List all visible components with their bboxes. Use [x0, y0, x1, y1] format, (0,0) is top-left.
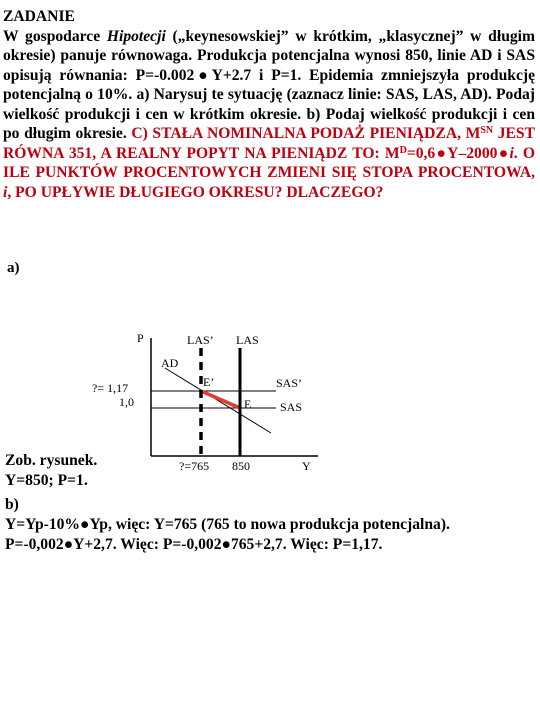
msn-superscript: SN	[480, 125, 494, 136]
result-a: Y=850; P=1.	[5, 472, 88, 489]
solution-b	[5, 495, 535, 555]
ad-label: AD	[161, 356, 179, 370]
question-c-part-5: , PO UPŁYWIE DŁUGIEGO OKRESU? DLACZEGO?	[7, 183, 384, 201]
y-axis-label: Y	[302, 459, 311, 473]
output-old-label: 850	[232, 459, 250, 473]
e-new-label: E’	[203, 375, 215, 389]
las-new-label: LAS’	[187, 333, 214, 347]
ad-line	[165, 368, 271, 433]
country-name: Hipotecji	[106, 27, 166, 45]
price-new-label: ?= 1,17	[92, 381, 129, 395]
question-c-part-3: =0,6●Y–2000●	[406, 144, 510, 162]
interest-symbol: i	[509, 144, 514, 162]
ad-shift-highlight	[201, 391, 240, 408]
part-a-label: a)	[7, 260, 20, 276]
see-figure-note: Zob. rysunek.	[5, 452, 98, 469]
price-old-label: 1,0	[119, 395, 134, 409]
sas-old-label: SAS	[280, 400, 303, 414]
problem-heading: ZADANIE	[3, 8, 75, 25]
las-old-label: LAS	[236, 333, 259, 347]
solution-a	[5, 451, 155, 491]
question-c-part-2: JEST RÓWNA 351, A REALNY POPYT NA PIENIĄDZ TO: M	[3, 125, 535, 162]
part-b-line-2: P=-0,002●Y+2,7. Więc: P=-0,002●765+2,7. Więc: P=1,17.	[5, 536, 383, 553]
e-old-label: E	[244, 397, 252, 411]
output-new-label: ?=765	[179, 459, 210, 473]
interest-symbol-2: i	[3, 183, 8, 201]
question-c-part-1: C) STAŁA NOMINALNA PODAŻ PIENIĄDZA, M	[131, 125, 481, 142]
problem-intro-1: W gospodarce	[3, 27, 107, 45]
question-c-part-4: . O ILE PUNKTÓW PROCENTOWYCH ZMIENI SIĘ STOPA PROCENTOWA,	[3, 144, 535, 181]
part-b-label: b)	[5, 496, 19, 513]
p-axis-label: P	[137, 331, 144, 345]
part-b-line-1: Y=Yp-10%●Yp, więc: Y=765 (765 to nowa produkcja potencjalna).	[5, 516, 450, 533]
problem-text	[3, 7, 535, 202]
problem-intro-2: („keynesowskiej” w krótkim, „klasycznej” w długim okresie) panuje równowaga. Produkcja potencjalna wynosi 850, linie AD i SAS opisują równania: P=-0.002●Y+2.7 i P=1. Epidemia zmniejszyła produkcję potencjalną o 10%. a) Narysuj te sytuację (zaznacz linie: SAS, LAS, AD). Podaj wielkość produkcji i cen w krótkim okresie. b) Podaj wielkość produkcji i cen po długim okresie.	[3, 27, 535, 142]
sas-new-label: SAS’	[276, 376, 303, 390]
md-superscript: D	[399, 144, 407, 156]
